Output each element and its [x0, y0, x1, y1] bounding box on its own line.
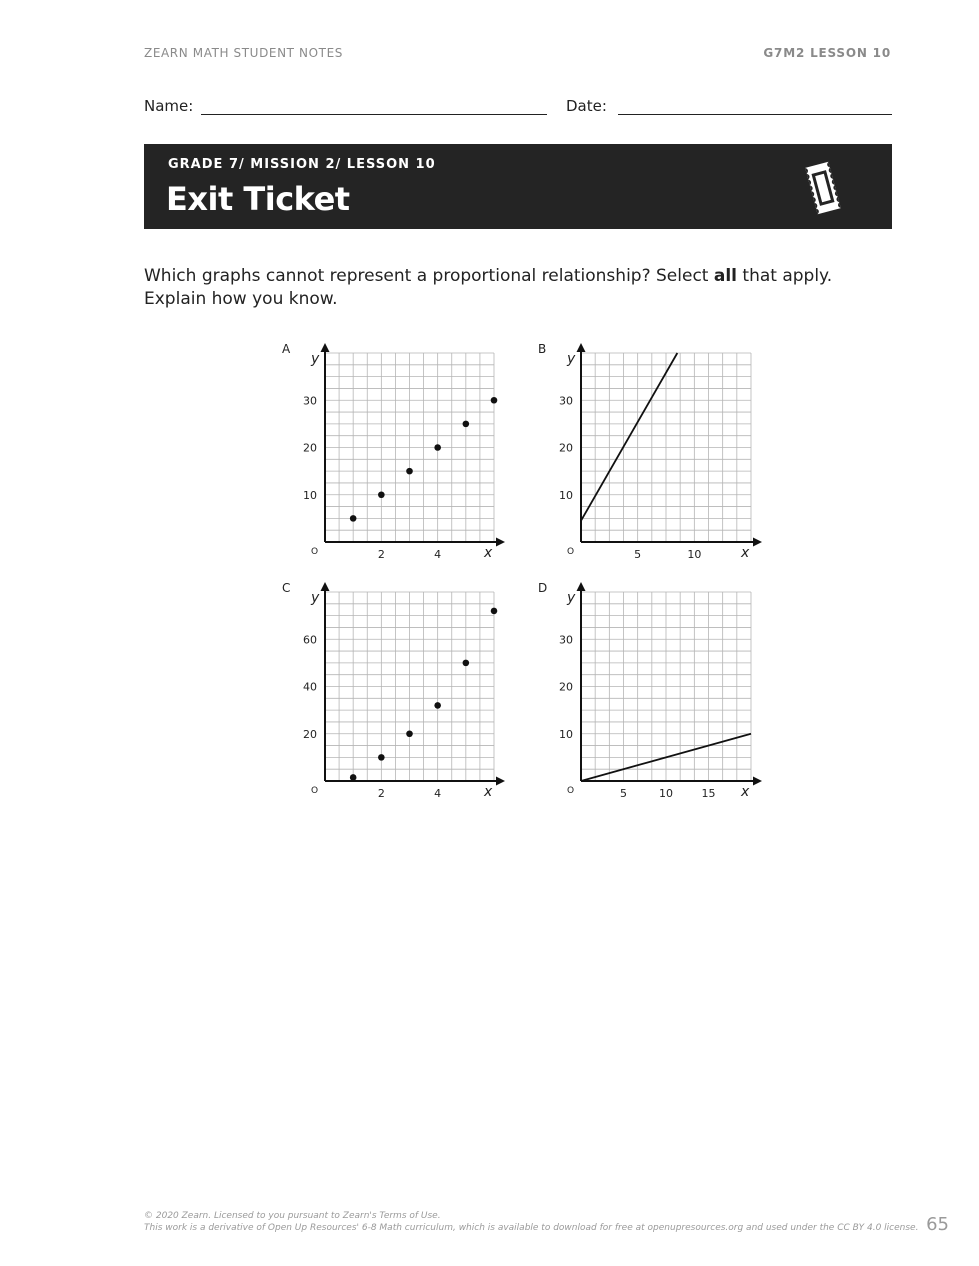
data-point — [378, 491, 385, 498]
date-label: Date: — [566, 97, 607, 115]
data-point — [350, 515, 357, 522]
x-axis-arrow — [496, 538, 505, 547]
x-axis-label: x — [484, 784, 493, 800]
x-axis-label: x — [741, 545, 750, 561]
x-tick-label: 10 — [659, 787, 673, 800]
y-axis-arrow — [321, 343, 330, 352]
x-tick-label: 15 — [701, 787, 716, 800]
origin-label: O — [567, 547, 575, 557]
x-axis-arrow — [753, 777, 762, 786]
y-tick-label: 20 — [303, 441, 317, 455]
document-header-right: G7M2 LESSON 10 — [763, 46, 891, 60]
data-point — [406, 468, 413, 475]
y-tick-label: 30 — [559, 633, 573, 647]
data-point — [406, 730, 413, 737]
data-point — [350, 774, 357, 781]
question-after: that apply. Explain how you know. — [144, 266, 833, 309]
graph-label: B — [538, 342, 547, 356]
x-tick-label: 2 — [377, 548, 385, 561]
y-tick-label: 30 — [303, 394, 317, 408]
data-point — [463, 660, 470, 667]
x-tick-label: 4 — [434, 787, 442, 800]
y-tick-label: 40 — [303, 680, 317, 694]
banner-title: Exit Ticket — [166, 180, 350, 218]
y-axis-arrow — [321, 582, 330, 591]
y-axis-label: y — [567, 351, 576, 367]
origin-label: O — [311, 786, 319, 796]
x-axis-label: x — [484, 545, 493, 561]
y-axis-arrow — [577, 582, 586, 591]
footer-derivative-line: This work is a derivative of Open Up Resources' 6-8 Math curriculum, which is available to download for free at openupresources.org and used under the CC BY 4.0 license. — [144, 1223, 919, 1233]
banner-subtitle: GRADE 7/ MISSION 2/ LESSON 10 — [168, 157, 436, 172]
y-tick-label: 20 — [559, 441, 573, 455]
question-bold: all — [713, 266, 737, 286]
name-label: Name: — [144, 97, 194, 115]
question-before: Which graphs cannot represent a proportional relationship? Select — [144, 266, 714, 286]
x-axis-arrow — [753, 538, 762, 547]
data-point — [491, 397, 498, 404]
y-tick-label: 20 — [303, 727, 317, 741]
y-axis-label: y — [567, 590, 576, 606]
y-axis-label: y — [311, 351, 320, 367]
origin-label: O — [567, 786, 575, 796]
y-tick-label: 10 — [559, 727, 573, 741]
x-tick-label: 4 — [434, 548, 442, 561]
data-point — [378, 754, 385, 761]
x-axis-arrow — [496, 777, 505, 786]
y-tick-label: 10 — [559, 488, 573, 502]
graph-label: D — [538, 581, 548, 595]
footer — [144, 1210, 918, 1234]
data-point — [434, 702, 441, 709]
document-header-left: ZEARN MATH STUDENT NOTES — [144, 46, 343, 60]
y-tick-label: 30 — [559, 394, 573, 408]
data-point — [491, 608, 498, 615]
graph-label: A — [282, 342, 291, 356]
data-point — [434, 444, 441, 451]
page-number: 65 — [926, 1214, 949, 1235]
graph-a — [321, 343, 506, 547]
graph-b — [577, 343, 763, 547]
y-tick-label: 60 — [303, 633, 317, 647]
x-axis-label: x — [741, 784, 750, 800]
y-tick-label: 20 — [559, 680, 573, 694]
graph-c — [321, 582, 506, 786]
origin-label: O — [311, 547, 319, 557]
graph-label: C — [282, 581, 291, 595]
x-tick-label: 5 — [620, 787, 627, 800]
y-axis-label: y — [311, 590, 320, 606]
x-tick-label: 2 — [377, 787, 385, 800]
y-axis-arrow — [577, 343, 586, 352]
footer-license-line: © 2020 Zearn. Licensed to you pursuant to Zearn's Terms of Use. — [144, 1211, 441, 1221]
data-point — [463, 421, 470, 428]
y-tick-label: 10 — [303, 488, 317, 502]
x-tick-label: 10 — [687, 548, 702, 561]
x-tick-label: 5 — [634, 548, 642, 561]
graph-d — [577, 582, 763, 786]
